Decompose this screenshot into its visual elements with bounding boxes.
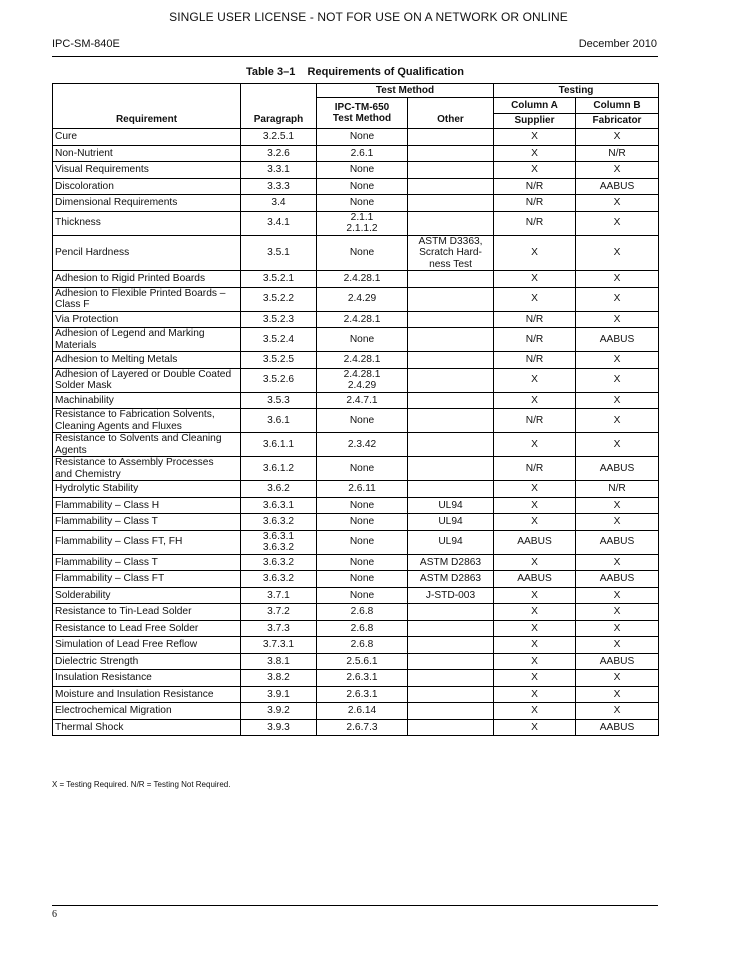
other-method-cell: [408, 686, 494, 703]
table-row: [53, 481, 659, 498]
paragraph-cell: 3.9.2: [241, 703, 317, 720]
ipc-tm-cell: None: [317, 235, 408, 271]
supplier-cell: X: [494, 653, 576, 670]
paragraph-cell: 3.8.2: [241, 670, 317, 687]
ipc-tm-cell: 2.4.7.1: [317, 392, 408, 409]
ipc-tm-cell: None: [317, 571, 408, 588]
requirement-cell: Resistance to Tin-Lead Solder: [53, 604, 241, 621]
requirement-cell: Resistance to Lead Free Solder: [53, 620, 241, 637]
table-row: [53, 328, 659, 352]
supplier-cell: N/R: [494, 352, 576, 369]
header-requirement: Requirement: [53, 84, 241, 129]
paragraph-cell: 3.6.1: [241, 409, 317, 433]
requirement-cell: Discoloration: [53, 178, 241, 195]
ipc-tm-cell: 2.6.14: [317, 703, 408, 720]
supplier-cell: X: [494, 287, 576, 311]
paragraph-cell: 3.6.1.1: [241, 433, 317, 457]
table-row: [53, 620, 659, 637]
ipc-tm-cell: None: [317, 129, 408, 146]
requirements-table: [52, 83, 659, 736]
fabricator-cell: X: [576, 211, 659, 235]
paragraph-cell: 3.5.2.4: [241, 328, 317, 352]
supplier-cell: N/R: [494, 178, 576, 195]
paragraph-cell: 3.3.3: [241, 178, 317, 195]
ipc-tm-cell: 2.6.3.1: [317, 686, 408, 703]
ipc-tm-cell: None: [317, 530, 408, 554]
table-row: [53, 311, 659, 328]
fabricator-cell: X: [576, 162, 659, 179]
fabricator-cell: AABUS: [576, 530, 659, 554]
other-method-cell: [408, 211, 494, 235]
supplier-cell: X: [494, 637, 576, 654]
supplier-cell: AABUS: [494, 530, 576, 554]
paragraph-cell: 3.6.3.1 3.6.3.2: [241, 530, 317, 554]
header-testing: Testing: [494, 84, 659, 98]
supplier-cell: X: [494, 271, 576, 288]
other-method-cell: [408, 287, 494, 311]
paragraph-cell: 3.4: [241, 195, 317, 212]
paragraph-cell: 3.5.1: [241, 235, 317, 271]
ipc-tm-cell: None: [317, 178, 408, 195]
ipc-tm-cell: 2.4.28.1: [317, 311, 408, 328]
requirement-cell: Adhesion of Legend and Marking Materials: [53, 328, 241, 352]
fabricator-cell: X: [576, 554, 659, 571]
supplier-cell: AABUS: [494, 571, 576, 588]
supplier-cell: X: [494, 162, 576, 179]
supplier-cell: X: [494, 620, 576, 637]
table-row: [53, 211, 659, 235]
ipc-tm-cell: None: [317, 195, 408, 212]
header-other: Other: [408, 98, 494, 129]
requirement-cell: Flammability – Class T: [53, 514, 241, 531]
fabricator-cell: X: [576, 587, 659, 604]
requirement-cell: Dimensional Requirements: [53, 195, 241, 212]
requirement-cell: Hydrolytic Stability: [53, 481, 241, 498]
paragraph-cell: 3.7.3.1: [241, 637, 317, 654]
fabricator-cell: X: [576, 604, 659, 621]
requirement-cell: Flammability – Class H: [53, 497, 241, 514]
paragraph-cell: 3.5.2.5: [241, 352, 317, 369]
table-row: [53, 145, 659, 162]
other-method-cell: ASTM D2863: [408, 554, 494, 571]
supplier-cell: X: [494, 670, 576, 687]
other-method-cell: [408, 481, 494, 498]
document-date: December 2010: [578, 38, 657, 50]
requirement-cell: Non-Nutrient: [53, 145, 241, 162]
paragraph-cell: 3.6.1.2: [241, 457, 317, 481]
paragraph-cell: 3.4.1: [241, 211, 317, 235]
ipc-tm-cell: 2.4.28.1: [317, 352, 408, 369]
paragraph-cell: 3.5.2.1: [241, 271, 317, 288]
fabricator-cell: X: [576, 235, 659, 271]
table-row: [53, 352, 659, 369]
other-method-cell: [408, 328, 494, 352]
other-method-cell: [408, 653, 494, 670]
ipc-tm-cell: 2.6.8: [317, 637, 408, 654]
supplier-cell: X: [494, 235, 576, 271]
fabricator-cell: AABUS: [576, 178, 659, 195]
table-row: [53, 162, 659, 179]
license-banner: SINGLE USER LICENSE - NOT FOR USE ON A NETWORK OR ONLINE: [169, 10, 568, 24]
ipc-tm-cell: None: [317, 409, 408, 433]
requirement-cell: Machinability: [53, 392, 241, 409]
ipc-tm-cell: 2.6.8: [317, 620, 408, 637]
fabricator-cell: X: [576, 497, 659, 514]
paragraph-cell: 3.8.1: [241, 653, 317, 670]
table-row: [53, 604, 659, 621]
requirement-cell: Adhesion to Rigid Printed Boards: [53, 271, 241, 288]
table-row: [53, 368, 659, 392]
supplier-cell: X: [494, 368, 576, 392]
other-method-cell: UL94: [408, 530, 494, 554]
other-method-cell: [408, 271, 494, 288]
table-row: [53, 433, 659, 457]
header-supplier: Supplier: [494, 113, 576, 129]
other-method-cell: [408, 637, 494, 654]
paragraph-cell: 3.5.2.6: [241, 368, 317, 392]
other-method-cell: [408, 178, 494, 195]
table-footnote: X = Testing Required. N/R = Testing Not Required.: [52, 780, 231, 789]
table-row: [53, 703, 659, 720]
fabricator-cell: X: [576, 129, 659, 146]
fabricator-cell: X: [576, 409, 659, 433]
supplier-cell: N/R: [494, 409, 576, 433]
supplier-cell: X: [494, 587, 576, 604]
other-method-cell: [408, 670, 494, 687]
paragraph-cell: 3.7.2: [241, 604, 317, 621]
header-fabricator: Fabricator: [576, 113, 659, 129]
fabricator-cell: X: [576, 670, 659, 687]
paragraph-cell: 3.9.1: [241, 686, 317, 703]
fabricator-cell: X: [576, 637, 659, 654]
table-row: [53, 195, 659, 212]
other-method-cell: [408, 457, 494, 481]
paragraph-cell: 3.6.3.1: [241, 497, 317, 514]
supplier-cell: N/R: [494, 211, 576, 235]
requirement-cell: Visual Requirements: [53, 162, 241, 179]
table-row: [53, 457, 659, 481]
document-id: IPC-SM-840E: [52, 38, 120, 50]
table-row: [53, 178, 659, 195]
supplier-cell: N/R: [494, 457, 576, 481]
ipc-tm-cell: 2.3.42: [317, 433, 408, 457]
paragraph-cell: 3.3.1: [241, 162, 317, 179]
requirement-cell: Electrochemical Migration: [53, 703, 241, 720]
table-row: [53, 554, 659, 571]
supplier-cell: X: [494, 392, 576, 409]
other-method-cell: [408, 195, 494, 212]
table-row: [53, 571, 659, 588]
other-method-cell: [408, 392, 494, 409]
ipc-tm-cell: 2.4.29: [317, 287, 408, 311]
requirement-cell: Resistance to Assembly Processes and Chemistry: [53, 457, 241, 481]
requirement-cell: Flammability – Class T: [53, 554, 241, 571]
requirement-cell: Solderability: [53, 587, 241, 604]
fabricator-cell: N/R: [576, 145, 659, 162]
other-method-cell: [408, 703, 494, 720]
other-method-cell: UL94: [408, 514, 494, 531]
supplier-cell: N/R: [494, 328, 576, 352]
paragraph-cell: 3.6.2: [241, 481, 317, 498]
other-method-cell: [408, 604, 494, 621]
ipc-tm-cell: 2.6.11: [317, 481, 408, 498]
fabricator-cell: X: [576, 368, 659, 392]
supplier-cell: X: [494, 497, 576, 514]
supplier-cell: N/R: [494, 195, 576, 212]
requirement-cell: Pencil Hardness: [53, 235, 241, 271]
ipc-tm-cell: None: [317, 497, 408, 514]
requirement-cell: Moisture and Insulation Resistance: [53, 686, 241, 703]
other-method-cell: [408, 311, 494, 328]
supplier-cell: X: [494, 719, 576, 736]
paragraph-cell: 3.9.3: [241, 719, 317, 736]
paragraph-cell: 3.2.6: [241, 145, 317, 162]
ipc-tm-cell: None: [317, 162, 408, 179]
supplier-cell: X: [494, 554, 576, 571]
table-row: [53, 392, 659, 409]
other-method-cell: ASTM D3363, Scratch Hard- ness Test: [408, 235, 494, 271]
footer-rule: [52, 905, 658, 906]
supplier-cell: X: [494, 129, 576, 146]
fabricator-cell: AABUS: [576, 457, 659, 481]
table-row: [53, 530, 659, 554]
fabricator-cell: X: [576, 392, 659, 409]
page-number: 6: [52, 909, 57, 920]
fabricator-cell: X: [576, 287, 659, 311]
table-row: [53, 514, 659, 531]
requirement-cell: Adhesion to Melting Metals: [53, 352, 241, 369]
fabricator-cell: X: [576, 271, 659, 288]
table-row: [53, 271, 659, 288]
other-method-cell: [408, 145, 494, 162]
other-method-cell: [408, 368, 494, 392]
fabricator-cell: X: [576, 311, 659, 328]
fabricator-cell: AABUS: [576, 328, 659, 352]
fabricator-cell: X: [576, 433, 659, 457]
table-row: [53, 686, 659, 703]
fabricator-cell: X: [576, 686, 659, 703]
requirement-cell: Via Protection: [53, 311, 241, 328]
requirement-cell: Adhesion to Flexible Printed Boards – Class F: [53, 287, 241, 311]
fabricator-cell: AABUS: [576, 571, 659, 588]
requirement-cell: Resistance to Solvents and Cleaning Agents: [53, 433, 241, 457]
header-rule: [52, 56, 658, 57]
table-row: [53, 653, 659, 670]
ipc-tm-cell: 2.6.3.1: [317, 670, 408, 687]
other-method-cell: [408, 719, 494, 736]
requirement-cell: Dielectric Strength: [53, 653, 241, 670]
ipc-tm-cell: 2.4.28.1: [317, 271, 408, 288]
other-method-cell: [408, 129, 494, 146]
ipc-tm-cell: None: [317, 457, 408, 481]
ipc-tm-cell: 2.4.28.1 2.4.29: [317, 368, 408, 392]
fabricator-cell: N/R: [576, 481, 659, 498]
supplier-cell: N/R: [494, 311, 576, 328]
ipc-tm-cell: 2.6.1: [317, 145, 408, 162]
paragraph-cell: 3.5.2.2: [241, 287, 317, 311]
table-row: [53, 719, 659, 736]
supplier-cell: X: [494, 433, 576, 457]
paragraph-cell: 3.5.2.3: [241, 311, 317, 328]
ipc-tm-cell: None: [317, 328, 408, 352]
other-method-cell: [408, 352, 494, 369]
ipc-tm-cell: 2.6.8: [317, 604, 408, 621]
requirement-cell: Thermal Shock: [53, 719, 241, 736]
ipc-tm-cell: None: [317, 587, 408, 604]
requirement-cell: Cure: [53, 129, 241, 146]
header-ipc-tm-650: IPC-TM-650 Test Method: [317, 98, 408, 129]
fabricator-cell: X: [576, 195, 659, 212]
table-row: [53, 637, 659, 654]
supplier-cell: X: [494, 514, 576, 531]
ipc-tm-cell: None: [317, 554, 408, 571]
fabricator-cell: AABUS: [576, 653, 659, 670]
table-row: [53, 129, 659, 146]
fabricator-cell: AABUS: [576, 719, 659, 736]
paragraph-cell: 3.6.3.2: [241, 571, 317, 588]
paragraph-cell: 3.2.5.1: [241, 129, 317, 146]
table-row: [53, 587, 659, 604]
requirement-cell: Resistance to Fabrication Solvents, Cleaning Agents and Fluxes: [53, 409, 241, 433]
requirement-cell: Simulation of Lead Free Reflow: [53, 637, 241, 654]
other-method-cell: ASTM D2863: [408, 571, 494, 588]
requirements-table-body: [53, 129, 659, 736]
fabricator-cell: X: [576, 620, 659, 637]
paragraph-cell: 3.5.3: [241, 392, 317, 409]
supplier-cell: X: [494, 686, 576, 703]
header-paragraph: Paragraph: [241, 84, 317, 129]
supplier-cell: X: [494, 481, 576, 498]
requirement-cell: Thickness: [53, 211, 241, 235]
table-row: [53, 287, 659, 311]
table-row: [53, 670, 659, 687]
requirement-cell: Flammability – Class FT: [53, 571, 241, 588]
supplier-cell: X: [494, 604, 576, 621]
fabricator-cell: X: [576, 703, 659, 720]
table-row: [53, 497, 659, 514]
paragraph-cell: 3.6.3.2: [241, 554, 317, 571]
other-method-cell: [408, 433, 494, 457]
paragraph-cell: 3.7.3: [241, 620, 317, 637]
requirement-cell: Insulation Resistance: [53, 670, 241, 687]
ipc-tm-cell: 2.1.1 2.1.1.2: [317, 211, 408, 235]
other-method-cell: J-STD-003: [408, 587, 494, 604]
header-test-method: Test Method: [317, 84, 494, 98]
requirement-cell: Adhesion of Layered or Double Coated Solder Mask: [53, 368, 241, 392]
other-method-cell: [408, 162, 494, 179]
supplier-cell: X: [494, 145, 576, 162]
fabricator-cell: X: [576, 352, 659, 369]
table-row: [53, 409, 659, 433]
fabricator-cell: X: [576, 514, 659, 531]
paragraph-cell: 3.7.1: [241, 587, 317, 604]
header-column-b: Column B: [576, 98, 659, 114]
header-column-a: Column A: [494, 98, 576, 114]
other-method-cell: [408, 620, 494, 637]
supplier-cell: X: [494, 703, 576, 720]
other-method-cell: [408, 409, 494, 433]
other-method-cell: UL94: [408, 497, 494, 514]
table-row: [53, 235, 659, 271]
ipc-tm-cell: 2.6.7.3: [317, 719, 408, 736]
table-caption: Table 3–1 Requirements of Qualification: [245, 66, 464, 78]
requirement-cell: Flammability – Class FT, FH: [53, 530, 241, 554]
ipc-tm-cell: None: [317, 514, 408, 531]
paragraph-cell: 3.6.3.2: [241, 514, 317, 531]
ipc-tm-cell: 2.5.6.1: [317, 653, 408, 670]
